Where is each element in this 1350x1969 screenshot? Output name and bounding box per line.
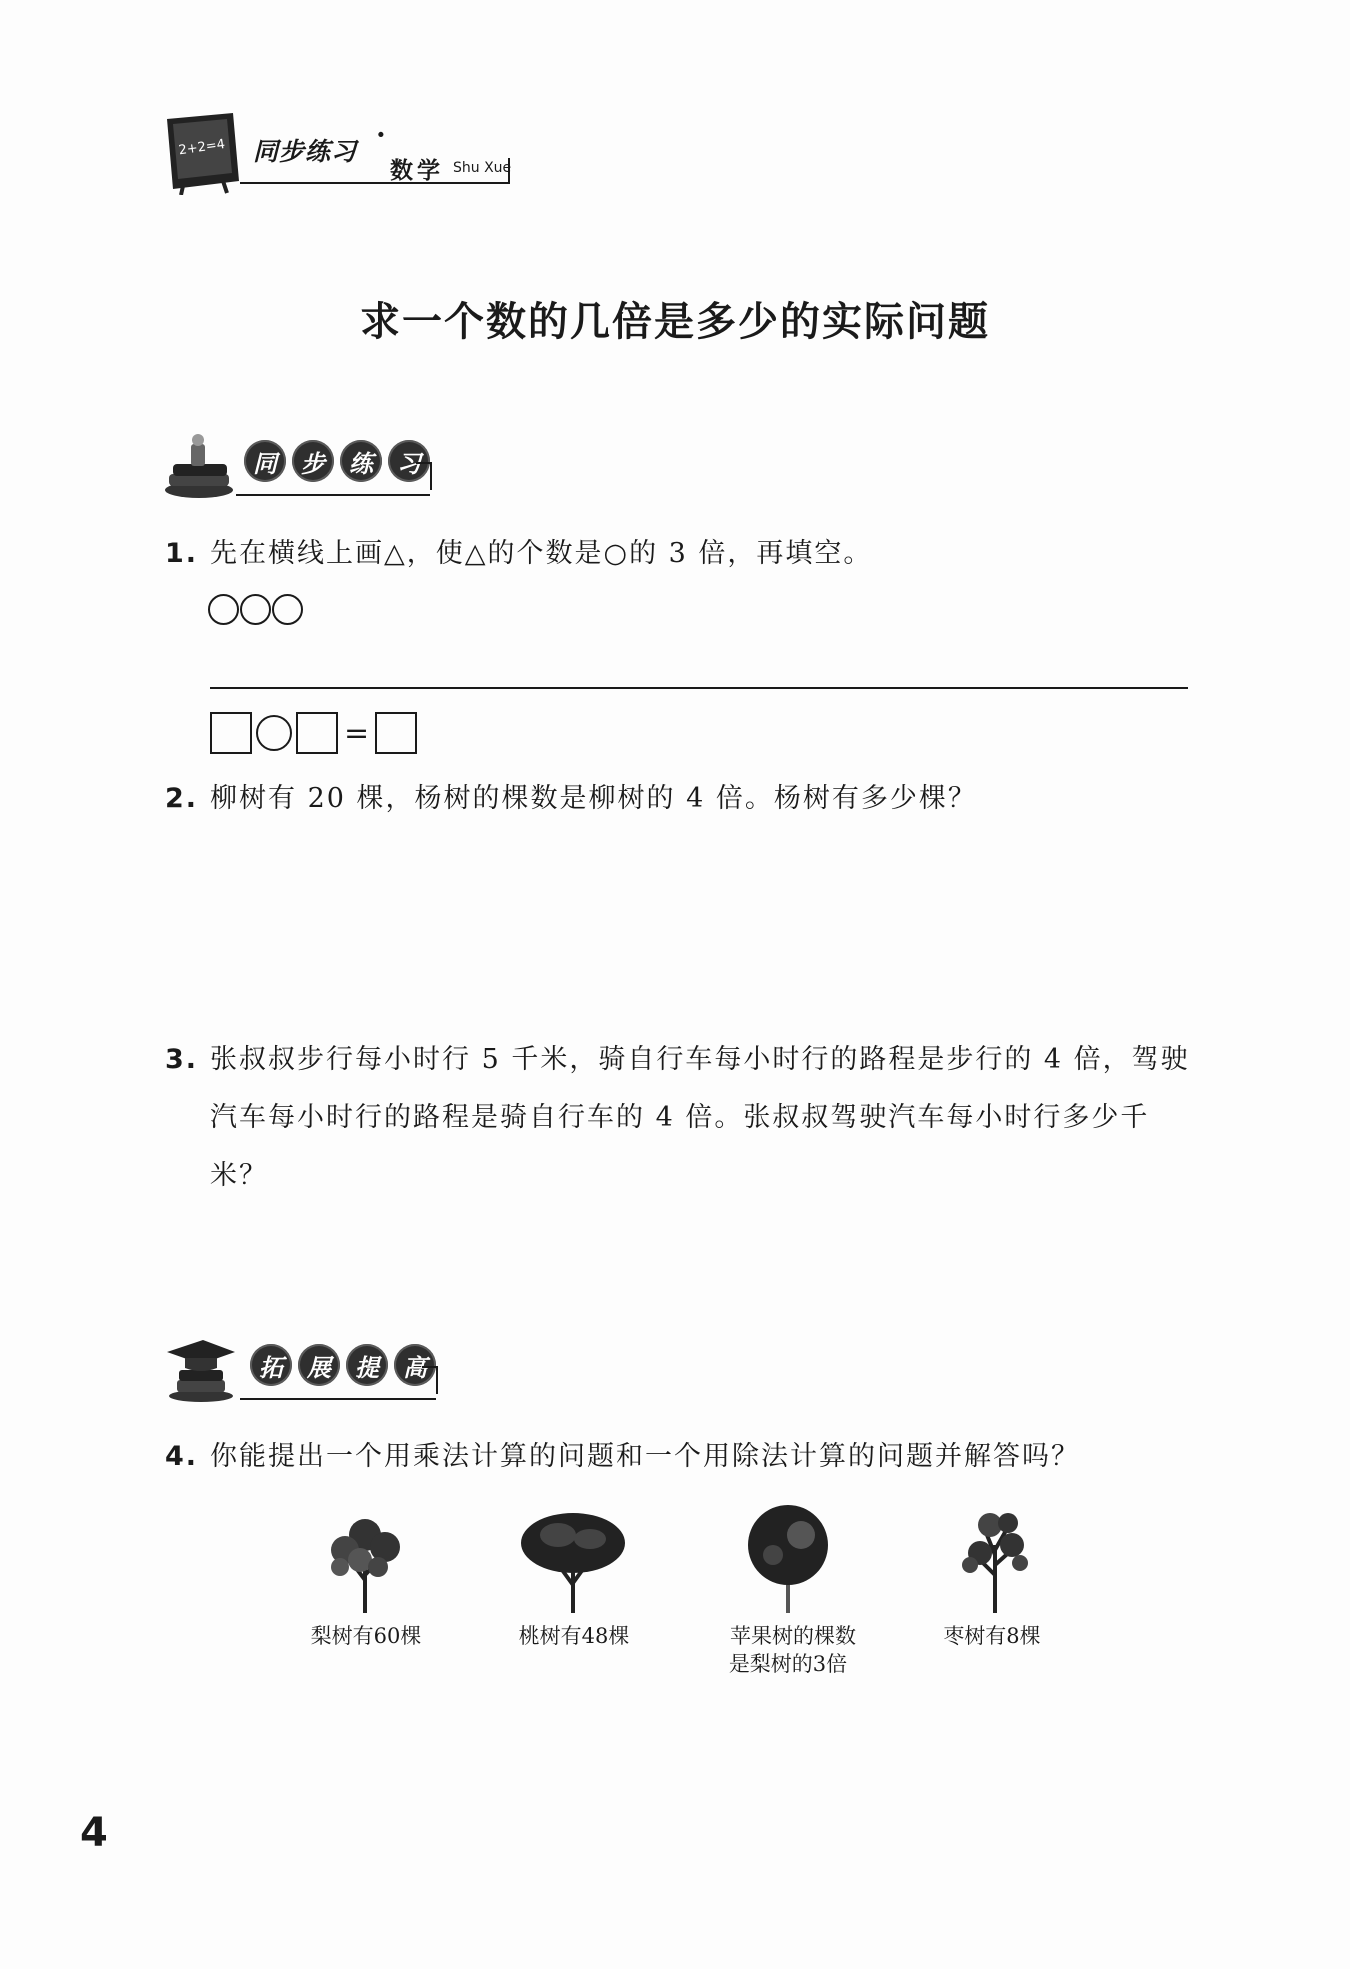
question-text: 柳树有 20 棵，杨树的棵数是柳树的 4 倍。杨树有多少棵？: [210, 783, 977, 814]
question-1: [0, 525, 1350, 585]
tree-label-apple-1: 苹果树的棵数: [730, 1624, 856, 1648]
question-3: [0, 1031, 1350, 1211]
section-frame: [416, 462, 432, 490]
badge-char: 拓: [250, 1344, 292, 1386]
tree-label-peach: 桃树有48棵: [518, 1624, 630, 1648]
books-bottle-icon: [163, 430, 235, 500]
header-dot: ·: [376, 118, 386, 151]
question-number: 1.: [165, 538, 199, 569]
tree-label-pear: 梨树有60棵: [310, 1624, 422, 1648]
badge-char: 练: [340, 440, 382, 482]
equation-blank: [210, 712, 417, 754]
badge-char: 提: [346, 1344, 388, 1386]
header-rule: [240, 182, 510, 184]
section-underline: [236, 494, 430, 496]
operator-circle[interactable]: [256, 715, 292, 751]
apple-tree-icon: [733, 1505, 843, 1615]
svg-text:2+2=4: 2+2=4: [177, 136, 226, 159]
tree-label-apple-2: 是梨树的3倍: [728, 1652, 848, 1676]
badge-char: 同: [244, 440, 286, 482]
badge-char: 展: [298, 1344, 340, 1386]
question-2: [0, 770, 1350, 830]
circle-shape: [208, 594, 239, 625]
blank-box[interactable]: [210, 712, 252, 754]
tree-label-jujube: 枣树有8棵: [943, 1624, 1041, 1648]
section-underline: [240, 1398, 436, 1400]
page-title: 求一个数的几倍是多少的实际问题: [360, 298, 990, 345]
section-frame: [422, 1366, 438, 1394]
page-number: 4: [80, 1810, 108, 1856]
circle-row: [208, 594, 303, 625]
graduation-cap-books-icon: [165, 1334, 237, 1404]
question-number: 3.: [165, 1044, 199, 1075]
pear-tree-icon: [310, 1505, 420, 1615]
badge-char: 步: [292, 440, 334, 482]
section-badges-practice: [244, 440, 430, 482]
question-text: 先在横线上画△，使△的个数是○的 3 倍，再填空。: [210, 538, 873, 569]
chalkboard-icon: [163, 111, 243, 195]
section-badges-extension: [250, 1344, 436, 1386]
question-text: 你能提出一个用乘法计算的问题和一个用除法计算的问题并解答吗？: [210, 1441, 1080, 1472]
blank-box[interactable]: [296, 712, 338, 754]
peach-tree-icon: [518, 1505, 628, 1615]
jujube-tree-icon: [940, 1505, 1050, 1615]
subject-pinyin: Shu Xue: [453, 160, 512, 176]
series-title: 同步练习: [253, 137, 358, 166]
equals-sign: =: [344, 715, 370, 751]
question-text: 张叔叔步行每小时行 5 千米，骑自行车每小时行的路程是步行的 4 倍，驾驶汽车每小时行的路程是骑自行车的 4 倍。张叔叔驾驶汽车每小时行多少千米？: [210, 1044, 1190, 1191]
drawing-answer-line[interactable]: [210, 687, 1188, 689]
question-4: [0, 1428, 1350, 1488]
subject-label: 数学: [390, 158, 444, 184]
question-number: 2.: [165, 783, 199, 814]
blank-box[interactable]: [375, 712, 417, 754]
circle-shape: [240, 594, 271, 625]
badge-char: 习: [388, 440, 430, 482]
badge-char: 高: [394, 1344, 436, 1386]
question-number: 4.: [165, 1441, 199, 1472]
header-rule-tick: [508, 158, 510, 182]
circle-shape: [272, 594, 303, 625]
